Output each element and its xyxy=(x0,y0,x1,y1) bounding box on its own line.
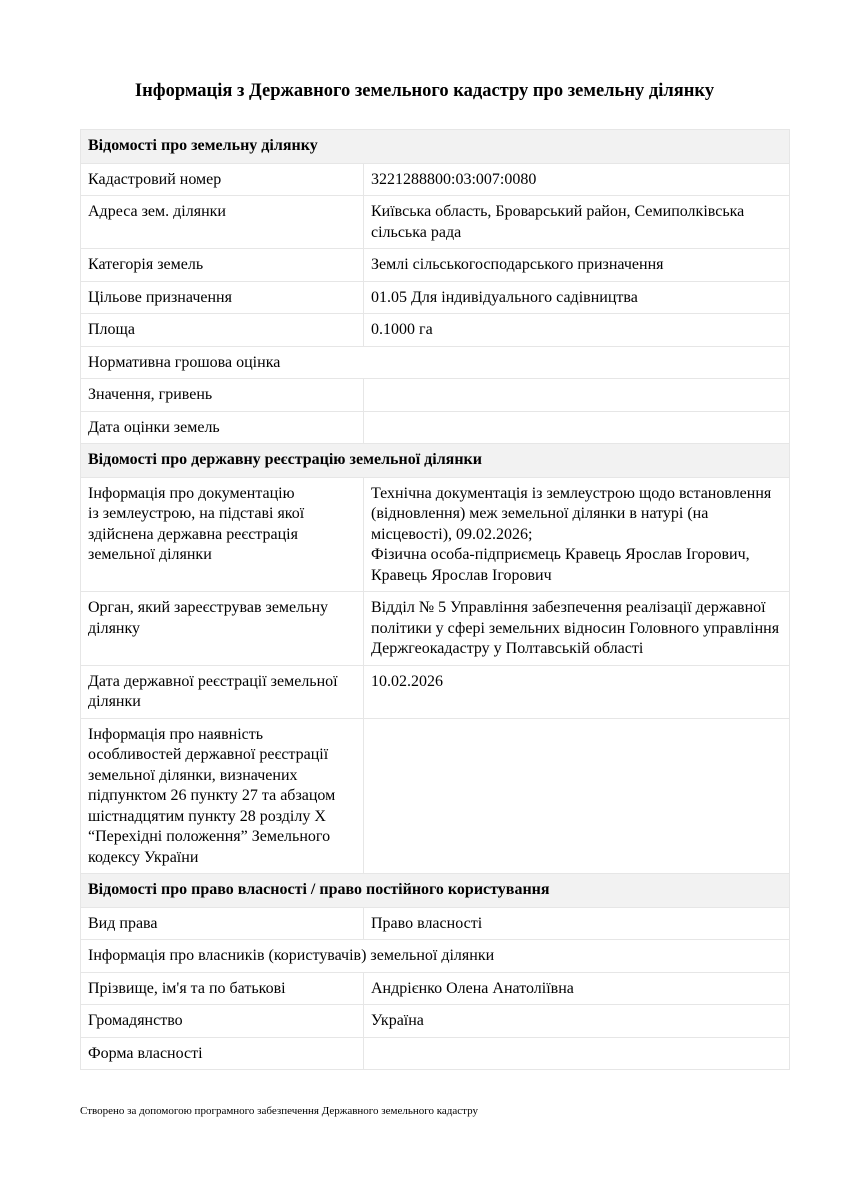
row-label: Орган, який зареєстрував земельну ділянку xyxy=(81,592,364,666)
row-value xyxy=(364,1037,790,1070)
row-label: Цільове призначення xyxy=(81,281,364,314)
row-label: Значення, гривень xyxy=(81,379,364,412)
row-value: Україна xyxy=(364,1005,790,1038)
row-value xyxy=(364,718,790,874)
section-heading: Відомості про земельну ділянку xyxy=(81,130,790,164)
subheading-row xyxy=(81,346,790,379)
table-row xyxy=(81,196,790,249)
table-row xyxy=(81,907,790,940)
table-row xyxy=(81,665,790,718)
section-header-parcel xyxy=(81,130,790,164)
table-row xyxy=(81,477,790,592)
table-row xyxy=(81,281,790,314)
table-row xyxy=(81,1037,790,1070)
row-label: Форма власності xyxy=(81,1037,364,1070)
footer-note: Створено за допомогою програмного забезпечення Державного земельного кадастру xyxy=(80,1105,478,1117)
row-label: Дата державної реєстрації земельної ділянки xyxy=(81,665,364,718)
row-value: 01.05 Для індивідуального садівництва xyxy=(364,281,790,314)
table-row xyxy=(81,379,790,412)
document-title: Інформація з Державного земельного кадастру про земельну ділянку xyxy=(134,81,715,101)
row-value: Право власності xyxy=(364,907,790,940)
row-value: Київська область, Броварський район, Семиполківська сільська рада xyxy=(364,196,790,249)
row-value xyxy=(364,379,790,412)
row-label: Прізвище, ім'я та по батькові xyxy=(81,972,364,1005)
row-label: Кадастровий номер xyxy=(81,163,364,196)
row-value: 10.02.2026 xyxy=(364,665,790,718)
row-label: Інформація про документацію із землеустрою, на підставі якої здійснена державна реєстрація земельної ділянки xyxy=(81,477,364,592)
row-label: Дата оцінки земель xyxy=(81,411,364,444)
row-label: Категорія земель xyxy=(81,249,364,282)
row-value: Відділ № 5 Управління забезпечення реалізації державної політики у сфері земельних відносин Головного управління Держгеокадастру у Полтавській області xyxy=(364,592,790,666)
row-value: Андрієнко Олена Анатоліївна xyxy=(364,972,790,1005)
row-value: 0.1000 га xyxy=(364,314,790,347)
section-header-registration xyxy=(81,444,790,478)
section-header-ownership xyxy=(81,874,790,908)
row-value: 3221288800:03:007:0080 xyxy=(364,163,790,196)
table-row xyxy=(81,163,790,196)
owners-heading: Інформація про власників (користувачів) земельної ділянки xyxy=(81,940,790,973)
section-heading: Відомості про право власності / право постійного користування xyxy=(81,874,790,908)
row-value: Технічна документація із землеустрою щодо встановлення (відновлення) меж земельної ділянки в натурі (на місцевості), 09.02.2026; Фізична особа-підприємець Кравець Ярослав Ігорович, Кравець Ярослав Ігорович xyxy=(364,477,790,592)
subheading-row xyxy=(81,940,790,973)
row-label: Вид права xyxy=(81,907,364,940)
table-row xyxy=(81,249,790,282)
table-row xyxy=(81,411,790,444)
valuation-heading: Нормативна грошова оцінка xyxy=(81,346,790,379)
row-label: Площа xyxy=(81,314,364,347)
table-row xyxy=(81,592,790,666)
table-row xyxy=(81,1005,790,1038)
cadastre-info-table xyxy=(80,129,790,1070)
row-label: Інформація про наявність особливостей державної реєстрації земельної ділянки, визначених підпунктом 26 пункту 27 та абзацом шістнадцятим пункту 28 розділу X “Перехідні положення” Земельного кодексу України xyxy=(81,718,364,874)
row-value: Землі сільськогосподарського призначення xyxy=(364,249,790,282)
table-row xyxy=(81,718,790,874)
section-heading: Відомості про державну реєстрацію земельної ділянки xyxy=(81,444,790,478)
row-value xyxy=(364,411,790,444)
row-label: Адреса зем. ділянки xyxy=(81,196,364,249)
table-row xyxy=(81,972,790,1005)
table-row xyxy=(81,314,790,347)
row-label: Громадянство xyxy=(81,1005,364,1038)
